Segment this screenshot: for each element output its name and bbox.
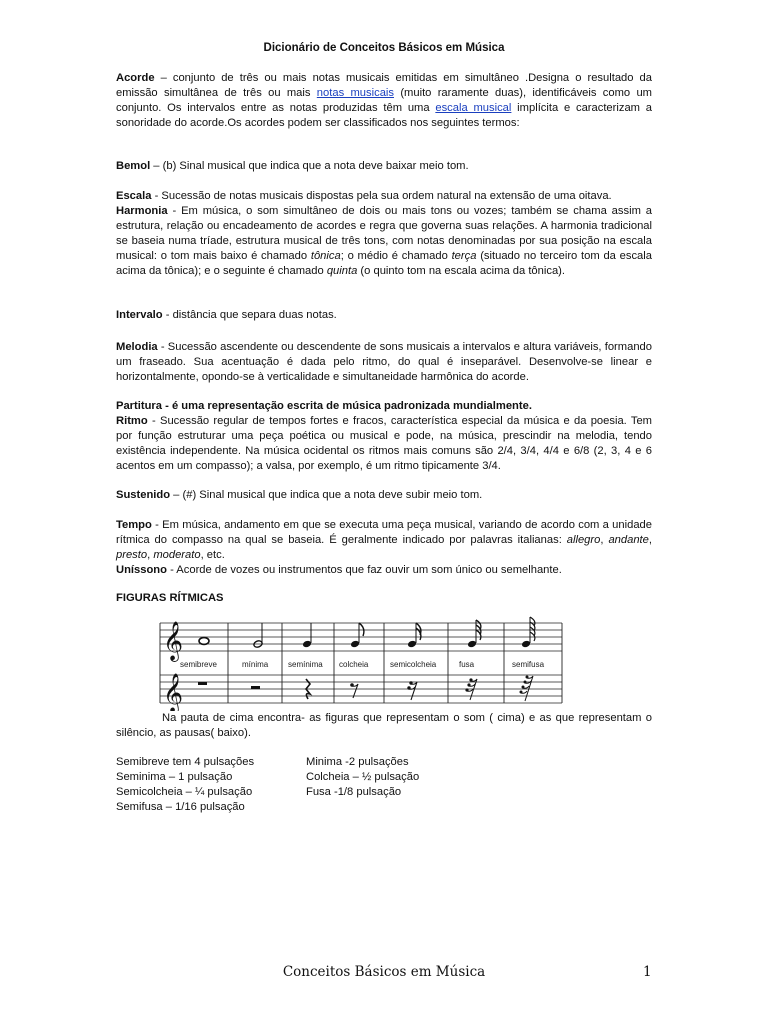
entry-text: - Sucessão regular de tempos fortes e fracos, característica especial da música e da poesia. Tem por função estruturar uma peça poética ou musical e pode, na música, prescindir na melodia, tendo existência independente. Na música ocidental os ritmos mais comuns são 2/4, 3/4, 4/4 e 6/8 (2, 3, 4 e 6 acentos em um compasso); a valsa, por exemplo, é um ritmo tipicamente 3/4. <box>116 415 652 472</box>
entry-text: – (b) Sinal musical que indica que a nota deve baixar meio tom. <box>150 160 469 172</box>
footer-title: Conceitos Básicos em Música <box>282 964 486 980</box>
entry-melodia <box>116 340 652 385</box>
entry-text: - distância que separa duas notas. <box>162 309 337 321</box>
entry-acorde <box>116 71 652 131</box>
pulsation-item: Colcheia – ½ pulsação <box>306 771 420 783</box>
entry-text: implícita e caracterizam a sonoridade do acorde.Os acordes podem ser classificados nos seguintes termos: <box>116 102 652 129</box>
emphasis: moderato <box>153 549 201 561</box>
treble-clef-icon: 𝄞 <box>163 621 184 661</box>
entry-sustenido <box>116 488 652 503</box>
term-harmonia: Harmonia <box>116 205 168 217</box>
colcheia-note-icon <box>350 623 364 648</box>
term-sustenido: Sustenido <box>116 489 171 501</box>
entry-text: (situado no terceiro tom da escala acima da tônica); e o seguinte é chamado <box>116 250 652 277</box>
entry-text: - é uma representação escrita de música padronizada mundialmente. <box>162 400 532 412</box>
entry-escala-harmonia <box>116 189 652 279</box>
link-notas-musicais[interactable]: notas musicais <box>316 87 394 99</box>
entry-text: - Sucessão ascendente ou descendente de sons musicais a intervalos e altura variáveis, formando um fraseado. Sua acentuação é dada pelo ritmo, do qual é inseparável. Desenvolve-se linear e horizontalmente, opondo-se à verticalidade e simultaneidade harmônica do acorde. <box>116 341 652 383</box>
pulsation-row <box>116 770 419 785</box>
minima-rest-icon <box>251 686 260 689</box>
semibreve-rest-icon <box>198 682 207 685</box>
pulsation-item: Minima -2 pulsações <box>306 756 409 768</box>
figure-label: semibreve <box>180 660 217 669</box>
semicolcheia-rest-icon <box>407 681 417 700</box>
entry-text: , <box>147 549 154 561</box>
entry-text: , <box>648 534 652 546</box>
pulsation-row <box>116 800 419 815</box>
figure-label: colcheia <box>339 660 369 669</box>
entry-text: (muito raramente duas), identificáveis como um conjunto. Os intervalos entre as notas produzidas têm uma <box>116 87 652 114</box>
minima-note-icon <box>253 623 263 648</box>
upper-staff-lines <box>160 623 562 651</box>
pulsation-row <box>116 785 419 800</box>
pulsation-item: Semifusa – 1/16 pulsação <box>116 801 245 813</box>
entry-bemol <box>116 159 652 174</box>
entry-text: , <box>600 534 609 546</box>
music-staff-svg <box>158 611 564 711</box>
term-escala: Escala <box>116 190 152 202</box>
entry-text: - Em música, o som simultâneo de dois ou mais tons ou vozes; também se chama assim a estrutura, relação ou encadeamento de acordes e regra que governa suas relações. A harmonia tradicional se baseia numa tríade, estrutura musical de três tons, com notas denominadas por sua posição na escala musical: o tom mais baixo é chamado <box>116 205 652 262</box>
entry-text: , etc. <box>200 549 225 561</box>
document-title: Dicionário de Conceitos Básicos em Música <box>263 42 505 54</box>
figure-label: semínima <box>288 660 323 669</box>
semifusa-note-icon <box>521 617 535 648</box>
lower-staff-lines <box>160 675 562 703</box>
section-heading-figuras: FIGURAS RÍTMICAS <box>116 592 224 604</box>
pulsation-item: Seminima – 1 pulsação <box>116 771 233 783</box>
pulsation-item: Semibreve tem 4 pulsações <box>116 756 255 768</box>
term-ritmo: Ritmo <box>116 415 148 427</box>
entry-text: (o quinto tom na escala acima da tônica). <box>357 265 566 277</box>
entry-text: – conjunto de três ou mais notas musicais emitidas em simultâneo .Designa o resultado da emissão simultânea de três ou mais <box>116 72 652 99</box>
entry-text: - Sucessão de notas musicais dispostas pela sua ordem natural na extensão de uma oitava. <box>151 190 612 202</box>
entry-text: - Em música, andamento em que se executa uma peça musical, variando de acordo com a unidade rítmica do compasso na qual se baseia. É geralmente indicado por palavras italianas: <box>116 519 652 546</box>
semibreve-note-icon <box>199 638 209 645</box>
rhythm-figures-figure <box>158 611 564 711</box>
term-tempo: Tempo <box>116 519 152 531</box>
emphasis: tônica <box>310 250 341 262</box>
figure-label: fusa <box>459 660 475 669</box>
term-partitura: Partitura <box>116 400 163 412</box>
pulsation-item: Semicolcheia – ¼ pulsação <box>116 786 253 798</box>
entry-text: ; o médio é chamado <box>340 250 452 262</box>
link-escala-musical[interactable]: escala musical <box>435 102 512 114</box>
emphasis: andante <box>608 534 649 546</box>
term-bemol: Bemol <box>116 160 151 172</box>
entry-text: - Acorde de vozes ou instrumentos que faz ouvir um som único ou semelhante. <box>166 564 562 576</box>
pulsation-row <box>116 755 419 770</box>
term-unissono: Uníssono <box>116 564 167 576</box>
emphasis: presto <box>116 549 148 561</box>
entry-text: – (#) Sinal musical que indica que a nota deve subir meio tom. <box>170 489 483 501</box>
semifusa-rest-icon <box>520 676 534 702</box>
entry-partitura-ritmo <box>116 399 652 474</box>
term-melodia: Melodia <box>116 341 158 353</box>
pulsation-item: Fusa -1/8 pulsação <box>306 786 402 798</box>
page-number: 1 <box>643 964 652 980</box>
seminima-note-icon <box>302 623 312 648</box>
figure-label: semifusa <box>512 660 545 669</box>
figure-caption: Na pauta de cima encontra- as figuras que representam o som ( cima) e as que representam o silêncio, as pausas( baixo). <box>116 712 652 739</box>
semicolcheia-note-icon <box>407 623 421 648</box>
emphasis: allegro <box>566 534 601 546</box>
emphasis: quinta <box>326 265 358 277</box>
figure-label: semicolcheia <box>390 660 437 669</box>
treble-clef-icon: 𝄞 <box>163 673 184 711</box>
figure-label: mínima <box>242 660 269 669</box>
pulsation-list <box>116 755 419 815</box>
entry-intervalo <box>116 308 652 323</box>
entry-tempo-unissono <box>116 518 652 578</box>
term-intervalo: Intervalo <box>116 309 163 321</box>
emphasis: terça <box>451 250 477 262</box>
term-acorde: Acorde <box>116 72 155 84</box>
